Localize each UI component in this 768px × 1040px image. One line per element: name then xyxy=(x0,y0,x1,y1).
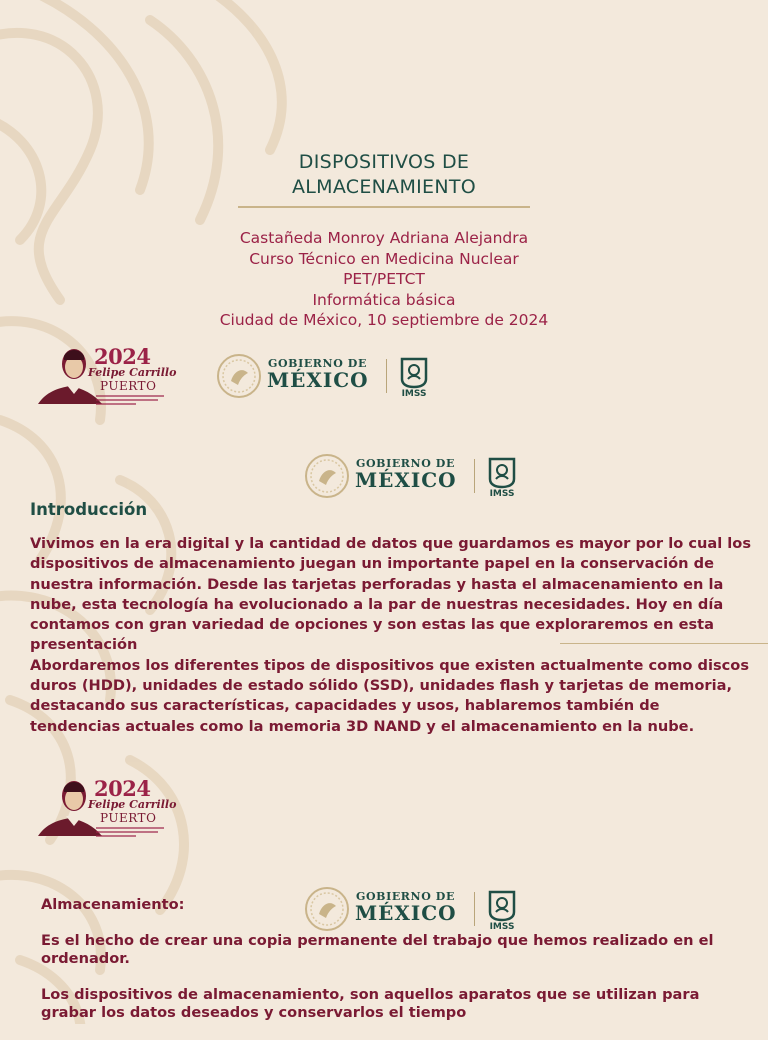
presentation-subtitle xyxy=(0,228,768,331)
imss-text: IMSS xyxy=(489,489,515,497)
mexico-seal-icon xyxy=(304,886,350,932)
year-logo-name: Felipe Carrillo xyxy=(88,366,177,379)
felipe-carrillo-puerto-logo xyxy=(36,774,176,842)
imss-logo-icon xyxy=(398,355,430,397)
mexico-seal-icon xyxy=(304,453,350,499)
imss-logo-icon xyxy=(486,455,518,497)
intro-paragraph: Vivimos en la era digital y la cantidad de datos que guardamos es mayor por lo cual los dispositivos de almacenamiento juegan un importante papel en la conservación de nuestra información. Desde las tarjetas perforadas y hasta el almacenamiento en la nube, esta tecnología ha evolucionado a la par de nuestras necesidades. Hoy en día contamos con gran variedad de opciones y son estas las que exploraremos en esta presentación xyxy=(30,535,752,654)
logo-fine-print-icon xyxy=(96,826,168,838)
almacenamiento-paragraph: Es el hecho de crear una copia permanente del trabajo que hemos realizado en el ordenador. xyxy=(41,932,714,967)
almacenamiento-paragraph: Los dispositivos de almacenamiento, son aquellos aparatos que se utilizan para grabar los datos deseados y conservarlos el tiempo xyxy=(41,986,700,1021)
imss-text: IMSS xyxy=(489,922,515,930)
year-logo-place: PUERTO xyxy=(100,379,157,393)
gobierno-mexico-logo xyxy=(304,451,524,501)
title-line-1: DISPOSITIVOS DE xyxy=(298,151,470,173)
logo-fine-print-icon xyxy=(96,394,168,406)
title-line-2: ALMACENAMIENTO xyxy=(291,176,477,198)
logo-separator xyxy=(386,359,387,393)
gobierno-mexico-logo xyxy=(216,351,436,401)
title-divider xyxy=(238,206,530,208)
imss-text: IMSS xyxy=(401,389,427,397)
presentation-title xyxy=(0,150,768,200)
subject-name: Informática básica xyxy=(312,290,456,309)
gobierno-line2: MÉXICO xyxy=(355,901,457,925)
year-logo-text: 2024 xyxy=(94,776,151,801)
course-specialty: PET/PETCT xyxy=(343,270,425,288)
gobierno-line2: MÉXICO xyxy=(267,368,369,392)
year-logo-text: 2024 xyxy=(94,344,151,369)
gobierno-line1: GOBIERNO DE xyxy=(268,357,367,370)
mexico-seal-icon xyxy=(216,353,262,399)
felipe-carrillo-puerto-logo xyxy=(36,342,176,410)
imss-logo-icon xyxy=(486,888,518,930)
place-date: Ciudad de México, 10 septiembre de 2024 xyxy=(219,311,549,329)
year-logo-name: Felipe Carrillo xyxy=(88,798,177,811)
intro-body xyxy=(30,534,752,737)
gobierno-line1: GOBIERNO DE xyxy=(356,890,455,903)
course-name: Curso Técnico en Medicina Nuclear xyxy=(249,249,519,268)
author-name: Castañeda Monroy Adriana Alejandra xyxy=(239,229,529,247)
logo-separator xyxy=(474,892,475,926)
gobierno-mexico-logo xyxy=(304,884,524,934)
intro-heading: Introducción xyxy=(30,500,148,519)
section-divider xyxy=(560,643,768,644)
almacenamiento-heading: Almacenamiento: xyxy=(41,896,185,913)
year-logo-place: PUERTO xyxy=(100,811,157,825)
intro-paragraph: Abordaremos los diferentes tipos de dispositivos que existen actualmente como discos duros (HDD), unidades de estado sólido (SSD), unidades flash y tarjetas de memoria, destacando sus características, capacidades y usos, hablaremos también de tendencias actuales como la memoria 3D NAND y el almacenamiento en la nube. xyxy=(30,656,750,735)
gobierno-line1: GOBIERNO DE xyxy=(356,457,455,470)
logo-separator xyxy=(474,459,475,493)
gobierno-line2: MÉXICO xyxy=(355,468,457,492)
